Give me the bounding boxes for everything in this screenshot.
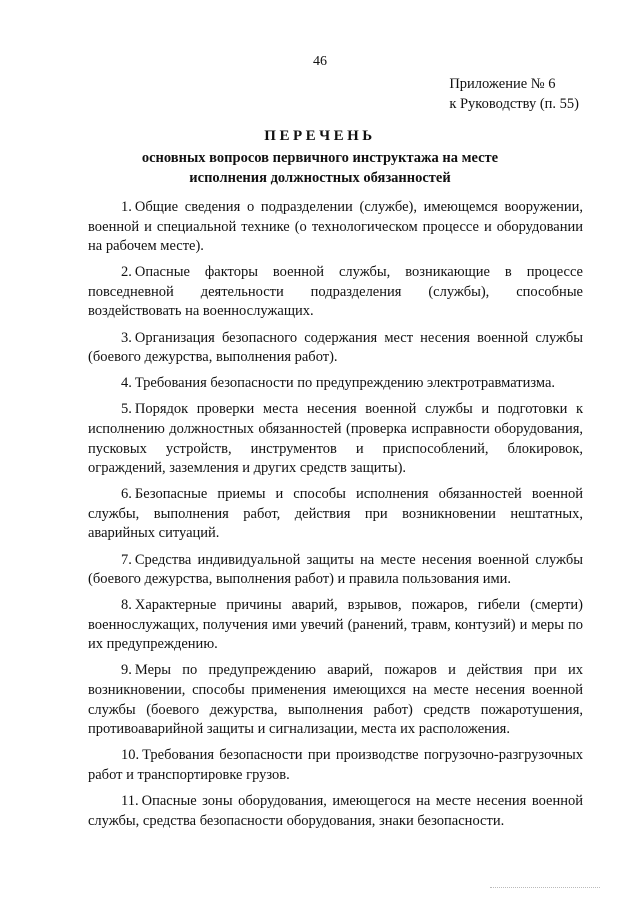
item-number: 9.: [121, 662, 132, 679]
document-subtitle: [0, 148, 640, 188]
item-text: Средства индивидуальной защиты на месте несения военной службы (боевого дежурства, выполнения работ) и правила пользования ими.: [88, 551, 583, 588]
item-text: Опасные зоны оборудования, имеющегося на месте несения военной службы, средства безопасности оборудования, знаки безопасности.: [88, 793, 583, 829]
list-item: [88, 746, 583, 785]
item-text: Меры по предупреждению аварий, пожаров и действия при их возникновении, способы применения имеющихся на месте несения военной службы (боевого дежурства, выполнения работ) средств пожаротушения, противоаварийной защиты и сигнализации, места их расположения.: [88, 662, 583, 738]
list-item: [88, 596, 583, 655]
list-item: [88, 661, 583, 739]
item-text: Требования безопасности при производстве погрузочно-разгрузочных работ и транспортировке грузов.: [88, 747, 583, 783]
item-number: 4.: [121, 375, 132, 392]
item-number: 3.: [121, 329, 132, 346]
question-list: [88, 198, 583, 838]
list-item: [88, 263, 583, 322]
item-text: Опасные факторы военной службы, возникающие в процессе повседневной деятельности подразделения (службы), способные воздействовать на военнослужащих.: [88, 264, 583, 320]
item-text: Безопасные приемы и способы исполнения обязанностей военной службы, выполнения работ, действия при возникновении нештатных, аварийных ситуаций.: [88, 486, 583, 542]
item-number: 10.: [121, 747, 140, 764]
item-number: 5.: [121, 401, 132, 418]
item-text: Общие сведения о подразделении (службе), имеющемся вооружении, военной и специальной технике (о технологическом процессе и оборудовании на рабочем месте).: [88, 199, 583, 255]
item-text: Требования безопасности по предупреждению электротравматизма.: [134, 375, 556, 392]
item-text: Организация безопасного содержания мест несения военной службы (боевого дежурства, выполнения работ).: [88, 329, 583, 366]
item-number: 6.: [121, 486, 132, 503]
item-number: 1.: [121, 199, 132, 215]
document-title: ПЕРЕЧЕНЬ: [264, 128, 376, 144]
item-number: 7.: [121, 551, 132, 568]
appendix-reference: [449, 74, 579, 114]
list-item: [88, 329, 583, 368]
subtitle-line-2: исполнения должностных обязанностей: [189, 170, 451, 186]
list-item: [88, 400, 583, 478]
item-number: 11.: [121, 793, 139, 810]
item-text: Порядок проверки места несения военной службы и подготовки к исполнению должностных обязанностей (проверка исправности оборудования, пусковых устройств, инструментов и приспособлений, блокировок, ограждений, заземления и других средств защиты).: [88, 401, 583, 477]
list-item: [88, 551, 583, 590]
list-item: [88, 485, 583, 544]
item-text: Характерные причины аварий, взрывов, пожаров, гибели (смерти) военнослужащих, получения ими увечий (ранений, травм, контузий) и меры по их предупреждению.: [88, 597, 583, 653]
appendix-line-1: Приложение № 6: [449, 76, 556, 92]
list-item: [88, 792, 583, 831]
list-item: [88, 374, 583, 394]
subtitle-line-1: основных вопросов первичного инструктажа на месте: [141, 150, 499, 166]
list-item: [88, 198, 583, 257]
appendix-line-2: к Руководству (п. 55): [449, 96, 579, 112]
item-number: 8.: [121, 597, 132, 614]
scan-edge-divider: [490, 887, 600, 888]
item-number: 2.: [121, 264, 132, 281]
page-number: 46: [313, 54, 327, 69]
